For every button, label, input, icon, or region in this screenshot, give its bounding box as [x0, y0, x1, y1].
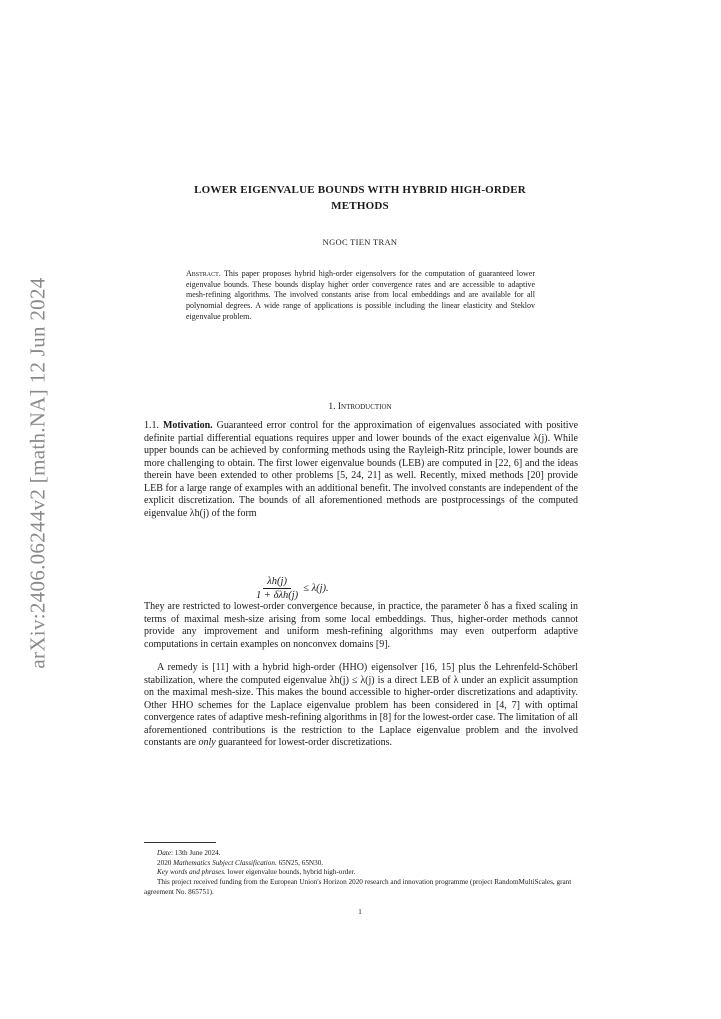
- equation-numerator: λh(j): [263, 576, 291, 589]
- emphasis-text: only: [198, 737, 216, 748]
- paper-title: [130, 182, 590, 214]
- subsection-title: Motivation.: [162, 420, 213, 431]
- equation-relation: ≤ λ(j).: [303, 583, 329, 594]
- footnote-date: Date: 13th June 2024.: [157, 849, 221, 857]
- footnotes: [144, 849, 578, 898]
- equation-fraction: [256, 576, 298, 601]
- author-name: NGOC TIEN TRAN: [322, 237, 398, 247]
- footnote-keywords: Key words and phrases. lower eigenvalue bounds, hybrid high-order.: [157, 868, 356, 877]
- display-equation: [256, 576, 329, 601]
- paragraph-text: A remedy is [11] with a hybrid high-order (HHO) eigensolver [16, 15] plus the Lehrenfeld-Schöberl stabilization, where the computed eigenvalue λh(j) ≤ λ(j) is a direct LEB of λ under an explicit assumption on the maximal mesh-size. This makes the bound accessible to higher-order discretizations and adaptivity. Other HHO schemes for the Laplace eigenvalue problem has been considered in [4, 7] with optimal convergence rates of adaptive mesh-refining algorithms in [8] for the lowest-order case. The limitation of all aforementioned contributions is the restriction to the Laplace eigenvalue problem and the involved constants are: [144, 662, 578, 748]
- paragraph-text: Guaranteed error control for the approximation of eigenvalues associated with positive definite partial differential equations requires upper and lower bounds of the exact eigenvalue λ(j). While upper bounds can be achieved by conforming methods using the Rayleigh-Ritz principle, lower bounds are more challenging to obtain. The first lower eigenvalue bounds (LEB) are computed in [22, 6] and the ideas therein have been extended to other problems [5, 24, 21] as well. Recently, mixed methods [20] provide LEB for a large range of examples with an additional benefit. The involved constants are independent of the explicit discretization. The bounds of all aforementioned methods are postprocessings of the computed eigenvalue λh(j) of the form: [144, 420, 579, 519]
- footnote-msc: 2020 Mathematics Subject Classification. 65N25, 65N30.: [157, 858, 324, 867]
- title-line-1: LOWER EIGENVALUE BOUNDS WITH HYBRID HIGH-ORDER: [194, 184, 526, 196]
- equation-denominator: 1 + δλh(j): [256, 590, 299, 601]
- paragraph-remedy: [144, 662, 578, 750]
- title-line-2: METHODS: [331, 200, 389, 212]
- abstract-label: Abstract.: [186, 269, 221, 278]
- subsection-number: 1.1.: [144, 420, 159, 431]
- paragraph-motivation: [144, 420, 578, 520]
- arxiv-side-stamp: [16, 276, 60, 669]
- paragraph-restriction: They are restricted to lowest-order convergence because, in practice, the parameter δ has a fixed scaling in terms of maximal mesh-size arising from some local embeddings. Thus, higher-order methods cannot provide any improvement and uniform mesh-refining algorithms may even outperform adaptive computations in certain examples on nonconvex domains [9].: [144, 601, 578, 650]
- arxiv-identifier: arXiv:2406.06244v2 [math.NA] 12 Jun 2024: [25, 276, 50, 669]
- abstract: [186, 269, 535, 323]
- footnote-funding: This project received funding from the European Union's Horizon 2020 research and innovation programme (project RandomMultiScales, grant agreement No. 865751).: [144, 878, 572, 896]
- footnote-rule: [144, 842, 216, 843]
- paragraph-text-end: guaranteed for lowest-order discretizations.: [218, 737, 392, 748]
- abstract-text: This paper proposes hybrid high-order eigensolvers for the computation of guaranteed lower eigenvalue bounds. These bounds display higher order convergence rates and are accessible to adaptive mesh-refining algorithms. The involved constants arise from local embeddings and are available for all polynomial degrees. A wide range of applications is possible including the linear elasticity and Steklov eigenvalue problem.: [186, 269, 536, 321]
- section-heading: 1. Introduction: [328, 402, 392, 412]
- page-number: 1: [358, 907, 362, 916]
